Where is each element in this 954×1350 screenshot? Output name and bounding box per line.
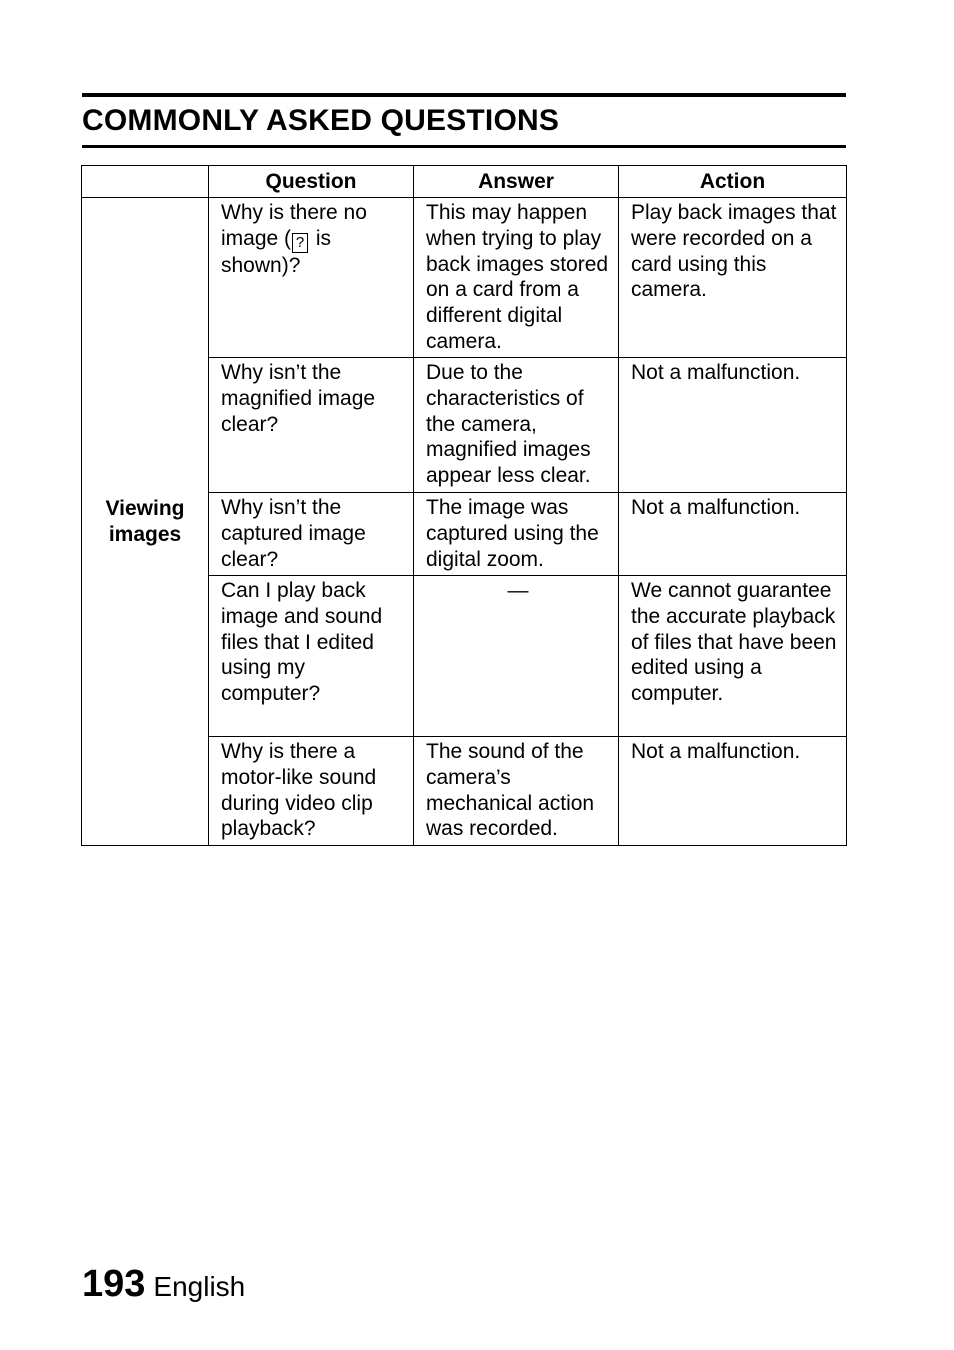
question-cell: Why is there a motor-like sound during video clip playback? — [209, 737, 414, 846]
action-cell: Play back images that were recorded on a card using this camera. — [619, 198, 847, 358]
question-text-start: Why is there no image ( — [221, 201, 367, 250]
table-header-row — [82, 166, 847, 198]
action-cell: We cannot guarantee the accurate playback of files that have been edited using a computer. — [619, 576, 847, 737]
answer-cell: Due to the characteristics of the camera, magnified images appear less clear. — [414, 358, 619, 493]
title-rule-top — [82, 93, 846, 97]
header-question: Question — [209, 166, 414, 198]
header-action: Action — [619, 166, 847, 198]
question-mark-icon: ? — [292, 233, 308, 253]
question-cell: Why isn’t the captured image clear? — [209, 493, 414, 576]
page-title: COMMONLY ASKED QUESTIONS — [82, 104, 560, 137]
page-language: English — [153, 1271, 246, 1302]
question-cell: Why isn’t the magnified image clear? — [209, 358, 414, 493]
table-row — [82, 198, 847, 358]
question-text-end: is shown)? — [221, 226, 332, 277]
header-answer: Answer — [414, 166, 619, 198]
answer-cell: This may happen when trying to play back images stored on a card from a different digital camera. — [414, 198, 619, 358]
question-cell: Can I play back image and sound files that I edited using my computer? — [209, 576, 414, 737]
answer-cell: — — [414, 576, 619, 737]
title-rule-bottom — [82, 145, 846, 148]
question-cell — [209, 198, 414, 358]
header-category — [82, 166, 209, 198]
action-cell: Not a malfunction. — [619, 358, 847, 493]
page-footer — [82, 1262, 245, 1314]
action-cell: Not a malfunction. — [619, 737, 847, 846]
answer-cell: The image was captured using the digital zoom. — [414, 493, 619, 576]
category-cell: Viewing images — [82, 198, 209, 846]
faq-table — [81, 165, 847, 846]
action-cell: Not a malfunction. — [619, 493, 847, 576]
page-number: 193 — [82, 1263, 146, 1305]
answer-cell: The sound of the camera’s mechanical action was recorded. — [414, 737, 619, 846]
